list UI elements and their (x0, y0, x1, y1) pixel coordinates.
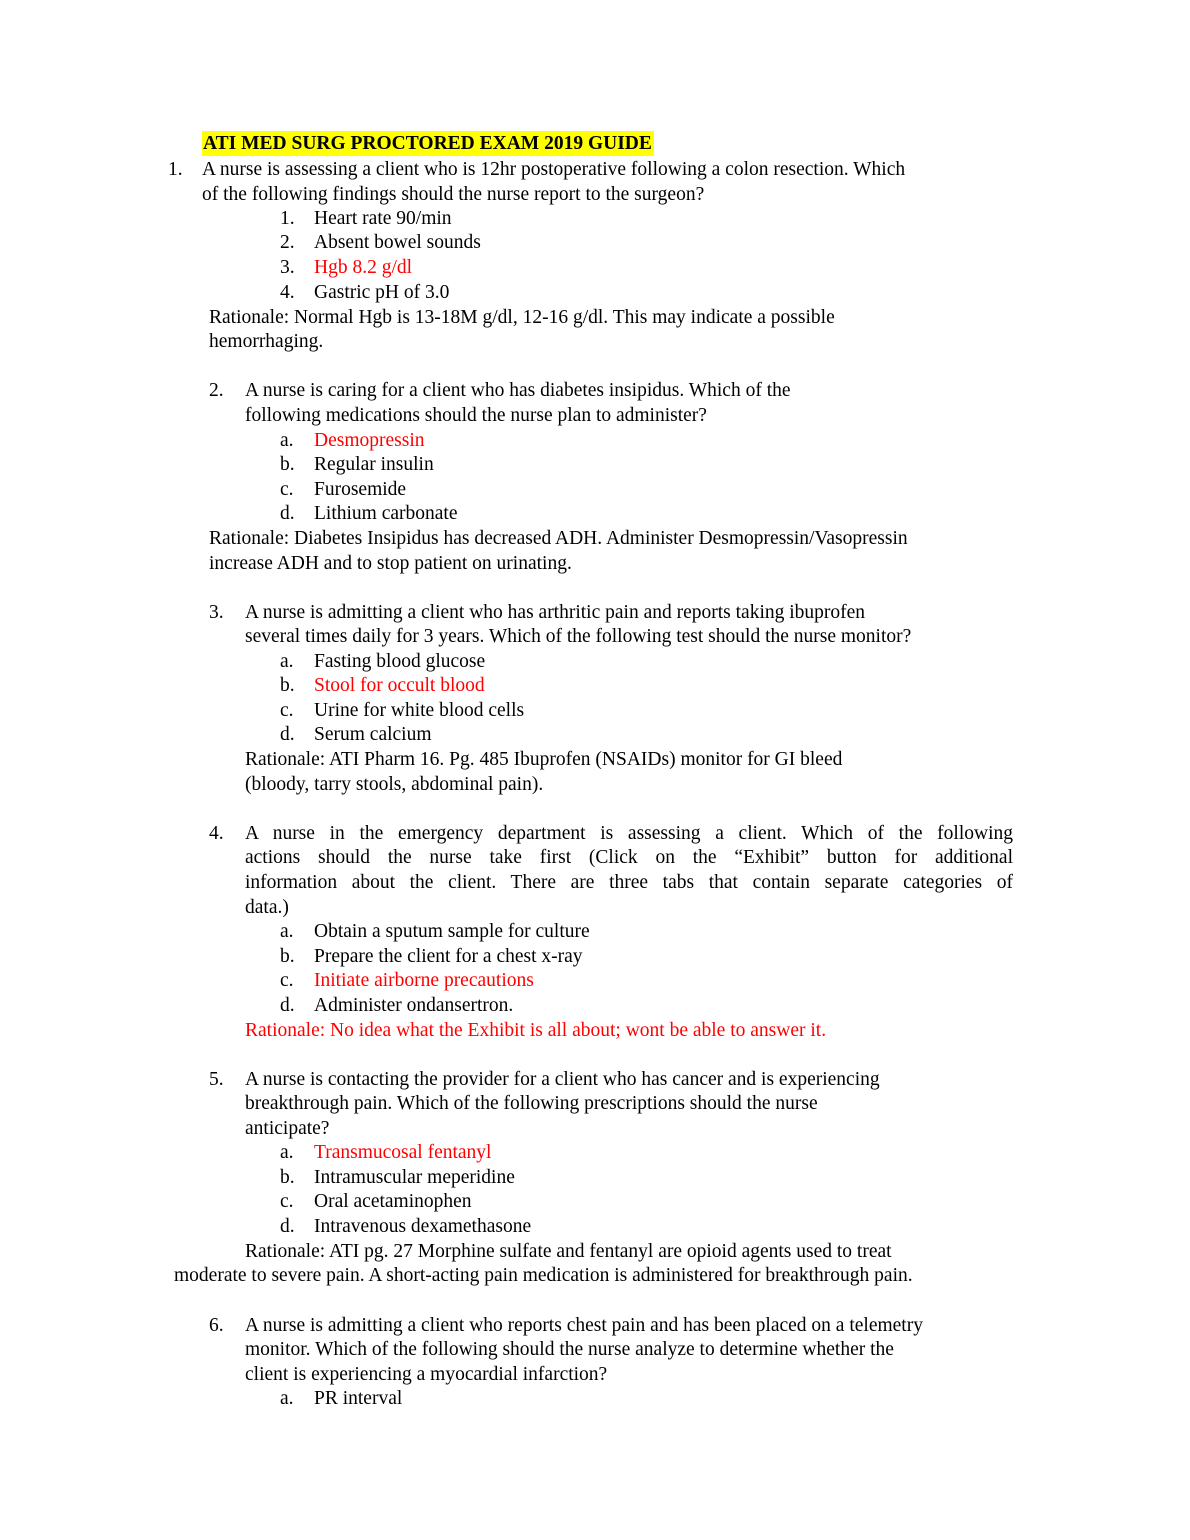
rationale-line: hemorrhaging. (209, 331, 324, 352)
rationale-line: Rationale: Normal Hgb is 13-18M g/dl, 12-16 g/dl. This may indicate a possible (209, 307, 835, 328)
option-text: Fasting blood glucose (314, 651, 486, 672)
rationale-line: increase ADH and to stop patient on urinating. (209, 553, 572, 574)
option-label: d. (280, 995, 295, 1016)
option-label: d. (280, 1216, 295, 1237)
option-label: a. (280, 430, 294, 451)
option-label: c. (280, 970, 294, 991)
rationale-line: Rationale: Diabetes Insipidus has decreased ADH. Administer Desmopressin/Vasopressin (209, 528, 908, 549)
question-stem-line: following medications should the nurse plan to administer? (245, 405, 707, 426)
option-text: Administer ondansertron. (314, 995, 514, 1016)
rationale-line: Rationale: ATI Pharm 16. Pg. 485 Ibuprofen (NSAIDs) monitor for GI bleed (245, 749, 843, 770)
option-label: a. (280, 651, 294, 672)
question-stem-line: several times daily for 3 years. Which of the following test should the nurse monitor? (245, 626, 912, 647)
option-label: 2. (280, 232, 295, 253)
question-stem-line: A nurse is admitting a client who has arthritic pain and reports taking ibuprofen (245, 602, 866, 623)
question-number: 4. (209, 823, 224, 844)
rationale-line: Rationale: ATI pg. 27 Morphine sulfate and fentanyl are opioid agents used to treat (245, 1241, 892, 1262)
option-text: Intravenous dexamethasone (314, 1216, 532, 1237)
question-number: 6. (209, 1315, 224, 1336)
option-text: Lithium carbonate (314, 503, 458, 524)
option-text: Regular insulin (314, 454, 434, 475)
option-label: c. (280, 1191, 294, 1212)
correct-option-text: Stool for occult blood (314, 675, 485, 696)
option-label: 4. (280, 282, 295, 303)
question-stem-line: information about the client. There are three tabs that contain separate categories of (245, 872, 1013, 893)
option-label: a. (280, 1142, 294, 1163)
question-stem-line: breakthrough pain. Which of the following prescriptions should the nurse (245, 1093, 818, 1114)
option-text: Furosemide (314, 479, 407, 500)
correct-option-text: Initiate airborne precautions (314, 970, 534, 991)
option-text: Oral acetaminophen (314, 1191, 472, 1212)
option-label: b. (280, 675, 295, 696)
option-label: d. (280, 503, 295, 524)
question-stem-line: A nurse is assessing a client who is 12hr postoperative following a colon resection. Which (202, 159, 906, 180)
question-number: 2. (209, 380, 224, 401)
question-stem-line: A nurse in the emergency department is assessing a client. Which of the following (245, 823, 1013, 844)
rationale-line: (bloody, tarry stools, abdominal pain). (245, 774, 544, 795)
question-stem-line: monitor. Which of the following should the nurse analyze to determine whether the (245, 1339, 894, 1360)
question-stem-line: A nurse is contacting the provider for a client who has cancer and is experiencing (245, 1069, 880, 1090)
option-text: Serum calcium (314, 724, 432, 745)
question-number: 5. (209, 1069, 224, 1090)
option-label: c. (280, 479, 294, 500)
correct-option-text: Desmopressin (314, 430, 425, 451)
option-text: Obtain a sputum sample for culture (314, 921, 590, 942)
option-label: d. (280, 724, 295, 745)
option-text: Heart rate 90/min (314, 208, 452, 229)
question-stem-line: A nurse is admitting a client who reports chest pain and has been placed on a telemetry (245, 1315, 923, 1336)
question-stem-line: A nurse is caring for a client who has diabetes insipidus. Which of the (245, 380, 791, 401)
option-label: 3. (280, 257, 295, 278)
question-number: 3. (209, 602, 224, 623)
option-label: c. (280, 700, 294, 721)
option-text: Absent bowel sounds (314, 232, 481, 253)
question-stem-line: client is experiencing a myocardial infarction? (245, 1364, 608, 1385)
option-text: Intramuscular meperidine (314, 1167, 515, 1188)
option-label: b. (280, 1167, 295, 1188)
correct-option-text: Hgb 8.2 g/dl (314, 257, 413, 278)
option-label: b. (280, 454, 295, 475)
question-number: 1. (168, 159, 183, 180)
option-text: Urine for white blood cells (314, 700, 525, 721)
document-title: ATI MED SURG PROCTORED EXAM 2019 GUIDE (203, 133, 652, 154)
option-text: PR interval (314, 1388, 403, 1409)
option-label: 1. (280, 208, 295, 229)
option-text: Prepare the client for a chest x-ray (314, 946, 583, 967)
question-stem-line: data.) (245, 897, 289, 918)
question-stem-line: actions should the nurse take first (Click on the “Exhibit” button for additional (245, 847, 1013, 868)
rationale-line: Rationale: No idea what the Exhibit is all about; wont be able to answer it. (245, 1020, 827, 1041)
option-label: a. (280, 921, 294, 942)
question-stem-line: anticipate? (245, 1118, 330, 1139)
option-text: Gastric pH of 3.0 (314, 282, 450, 303)
question-stem-line: of the following findings should the nurse report to the surgeon? (202, 184, 705, 205)
rationale-line: moderate to severe pain. A short-acting pain medication is administered for breakthrough pain. (174, 1265, 913, 1286)
correct-option-text: Transmucosal fentanyl (314, 1142, 492, 1163)
option-label: a. (280, 1388, 294, 1409)
option-label: b. (280, 946, 295, 967)
